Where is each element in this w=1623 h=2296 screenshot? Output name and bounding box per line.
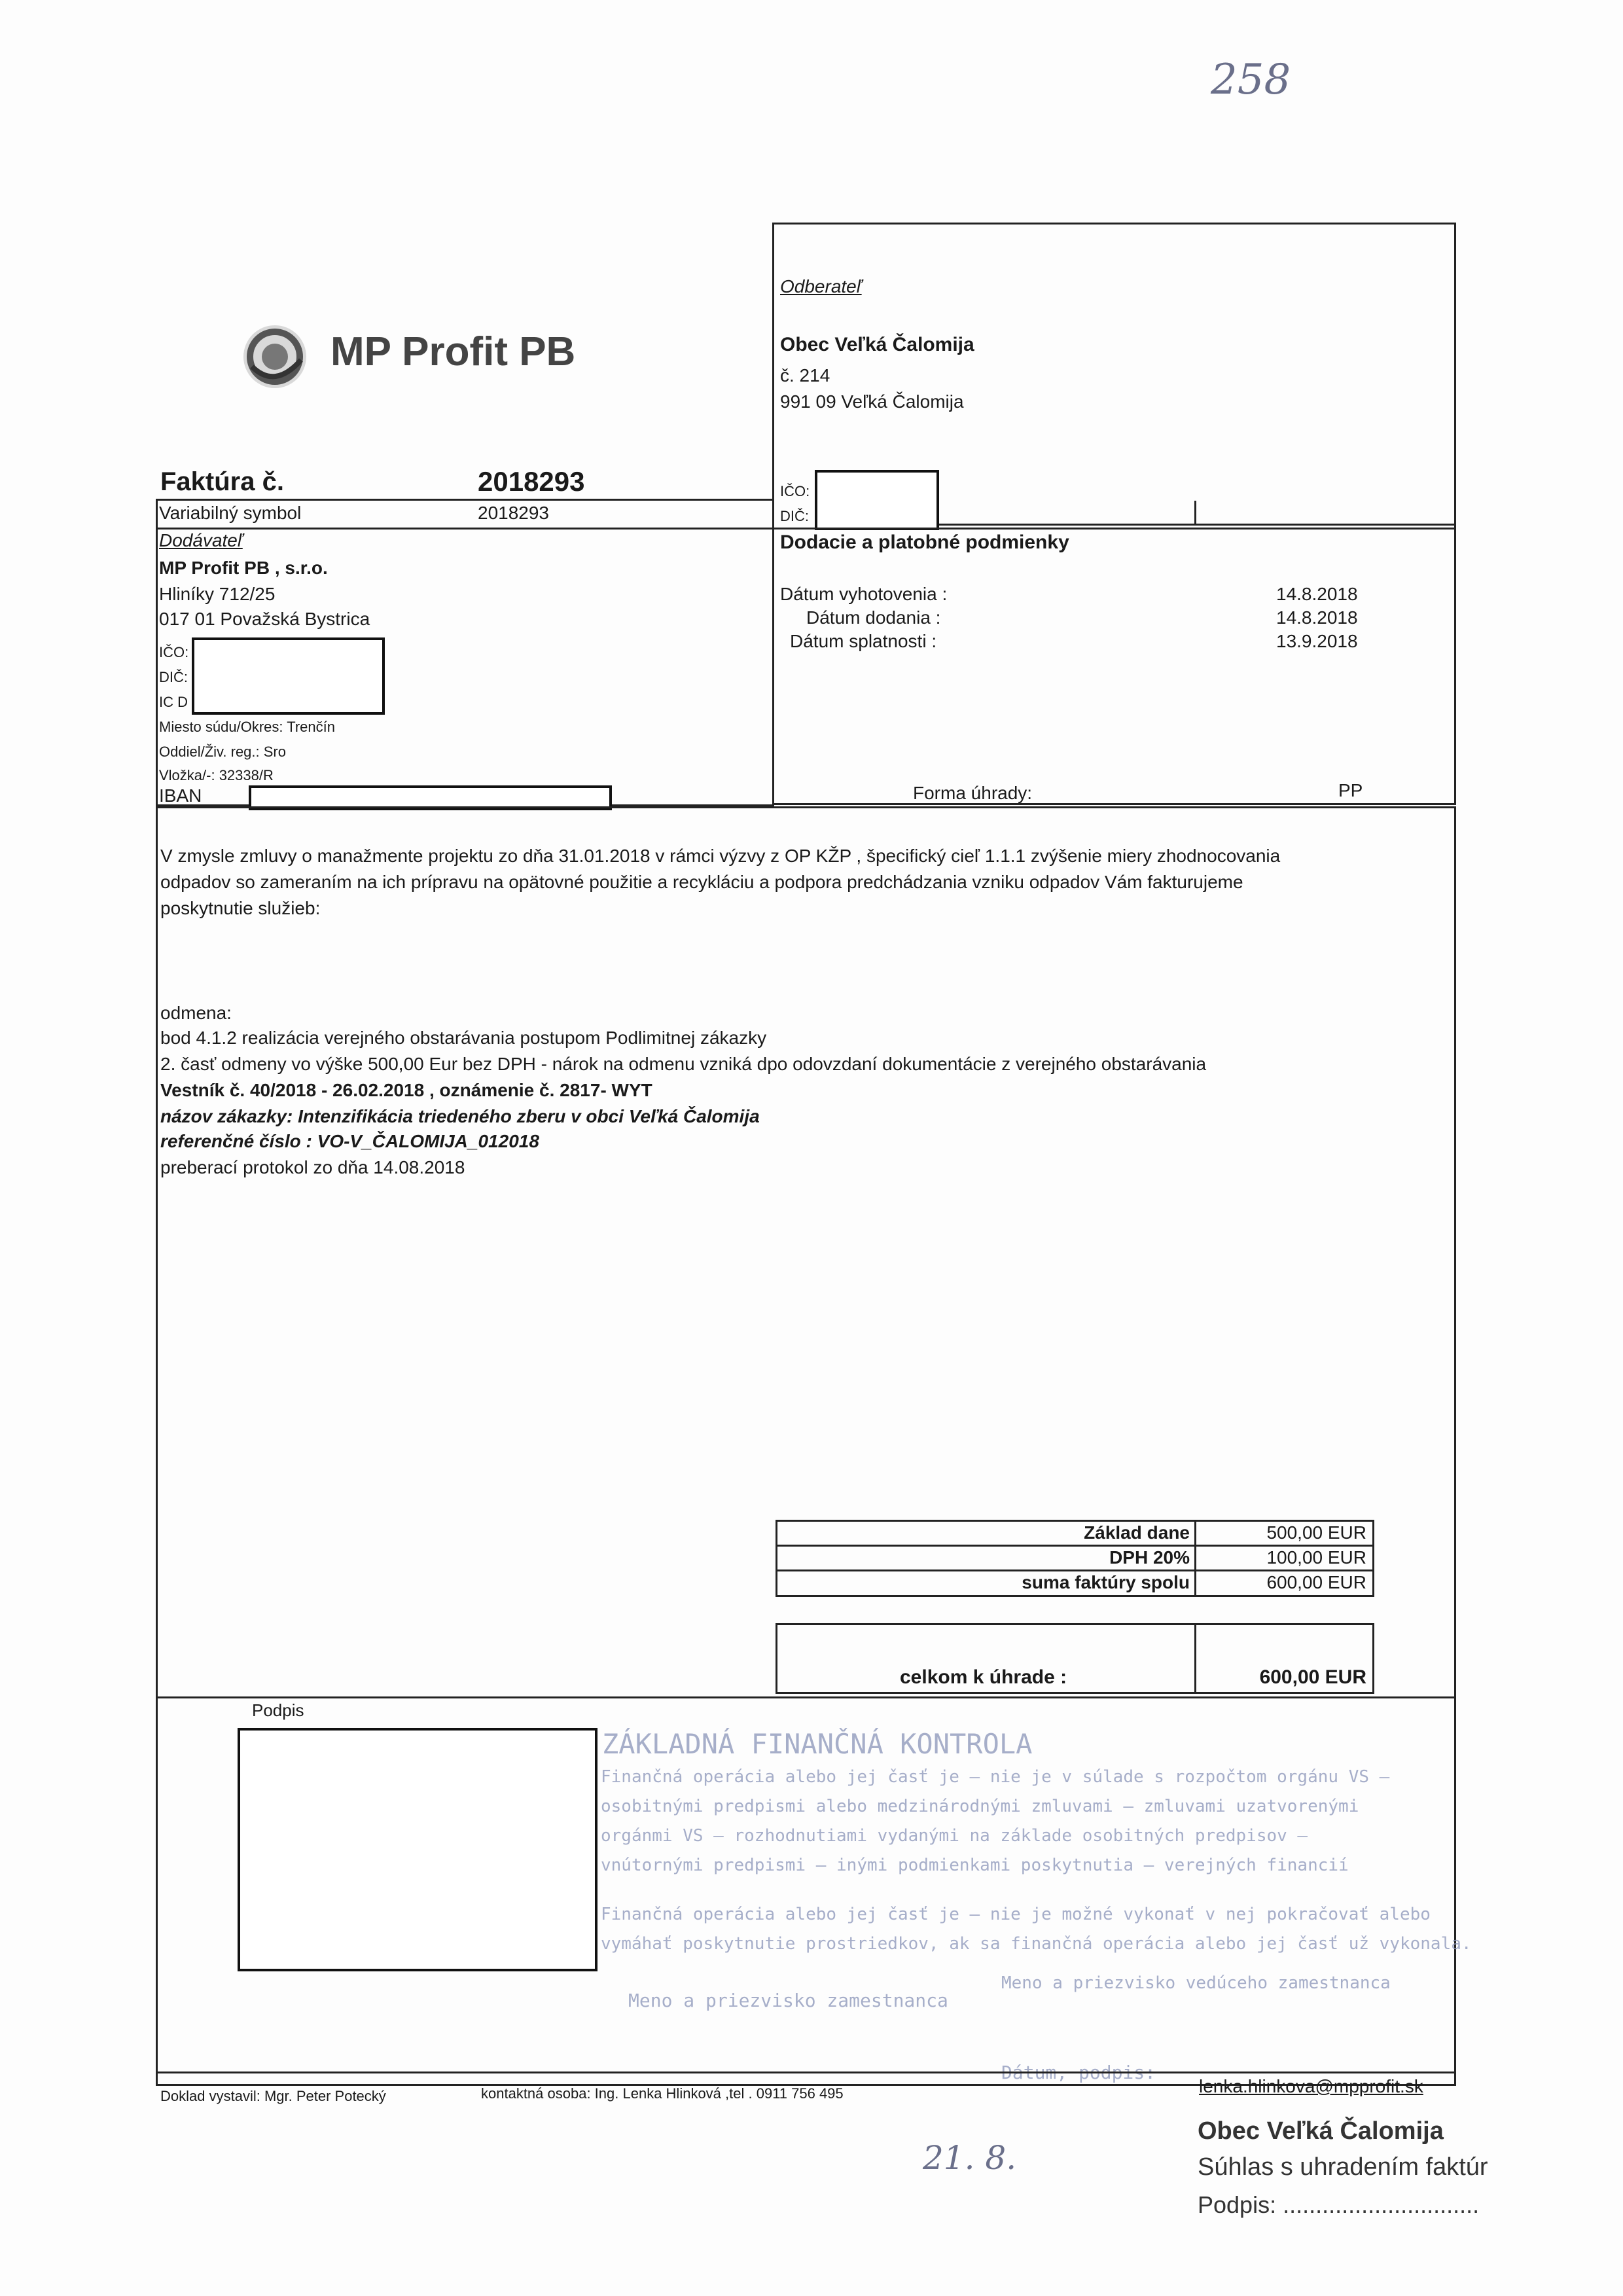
company-logo (239, 321, 645, 399)
supplier-top-line (156, 528, 774, 529)
due-date: 13.9.2018 (1276, 631, 1358, 651)
control-stamp-line-2: osobitnými predpismi alebo medzinárodnými zmluvami – zmluvami uzatvorenými (601, 1797, 1359, 1816)
control-stamp-employee: Meno a priezvisko zamestnanca (628, 1990, 948, 2011)
approval-stamp-consent: Súhlas s uhradením faktúr (1198, 2153, 1488, 2181)
payment-label: Forma úhrady: (913, 783, 1033, 803)
iban-label: IBAN (159, 785, 202, 806)
handwritten-page-number: 258 (1211, 56, 1291, 104)
supplier-dic-label: DIČ: (159, 669, 188, 685)
sum-label: suma faktúry spolu (1022, 1572, 1190, 1592)
customer-dic-line (939, 524, 1456, 526)
logo-swirl-icon (239, 321, 311, 393)
amount-due-value: 600,00 EUR (1259, 1666, 1366, 1688)
supplier-name: MP Profit PB , s.r.o. (159, 558, 328, 578)
issued-by: Doklad vystavil: Mgr. Peter Potecký (160, 2088, 386, 2104)
reference-line: referenčné číslo : VO-V_ČALOMIJA_012018 (160, 1131, 539, 1151)
approval-stamp-village: Obec Veľká Čalomija (1198, 2117, 1444, 2145)
variable-symbol-label: Variabilný symbol (159, 503, 302, 523)
totals-column-divider (1194, 1520, 1196, 1597)
supplier-city: 017 01 Považská Bystrica (159, 609, 370, 629)
supplier-id-redaction (192, 637, 385, 715)
signature-redaction (238, 1728, 597, 1971)
issue-date-label: Dátum vyhotovenia : (780, 584, 948, 604)
logo-text: MP Profit PB (330, 329, 576, 374)
invoice-title: Faktúra č. (160, 467, 284, 496)
intro-line-1: V zmysle zmluvy o manažmente projektu zo dňa 31.01.2018 v rámci výzvy z OP KŽP , špecifický cieľ 1.1.1 zvýšenie miery zhodnocovania (160, 846, 1281, 866)
payment-value: PP (1338, 780, 1363, 800)
contract-name-line: názov zákazky: Intenzifikácia triedeného zberu v obci Veľká Čalomija (160, 1106, 760, 1126)
control-stamp-line-4: vnútornými predpismi – inými podmienkami poskytnutia – verejných financií (601, 1856, 1349, 1875)
supplier-ico-label: IČO: (159, 644, 189, 660)
control-stamp-line-5: Finančná operácia alebo jej časť je – nie je možné vykonať v nej pokračovať alebo (601, 1905, 1431, 1924)
customer-street: č. 214 (780, 365, 830, 386)
intro-line-3: poskytnutie služieb: (160, 898, 321, 918)
customer-ico-label: IČO: (780, 483, 810, 499)
base-value: 500,00 EUR (1266, 1522, 1366, 1543)
terms-heading: Dodacie a platobné podmienky (780, 531, 1069, 553)
supplier-street: Hliníky 712/25 (159, 584, 276, 604)
customer-dic-tick (1194, 501, 1196, 524)
sum-value: 600,00 EUR (1266, 1572, 1366, 1592)
protocol-line: preberací protokol zo dňa 14.08.2018 (160, 1157, 465, 1177)
terms-divider (772, 528, 1456, 529)
supplier-insert: Vložka/-: 32338/R (159, 767, 274, 783)
vat-value: 100,00 EUR (1266, 1547, 1366, 1568)
control-stamp-line-1: Finančná operácia alebo jej časť je – nie je v súlade s rozpočtom orgánu VS – (601, 1767, 1390, 1787)
customer-city: 991 09 Veľká Čalomija (780, 391, 964, 412)
delivery-date: 14.8.2018 (1276, 607, 1358, 628)
delivery-date-label: Dátum dodania : (806, 607, 941, 628)
totals-row-divider-2 (776, 1570, 1374, 1571)
contact-person: kontaktná osoba: Ing. Lenka Hlinková ,tel . 0911 756 495 (481, 2085, 844, 2102)
reward-part: 2. časť odmeny vo výške 500,00 Eur bez DPH - nárok na odmenu vzniká dpo odovzdaní dokumentácie z verejného obstarávania (160, 1054, 1207, 1074)
control-stamp-title: ZÁKLADNÁ FINANČNÁ KONTROLA (602, 1728, 1033, 1760)
customer-id-redaction (815, 470, 939, 530)
signature-top-line (156, 1696, 1456, 1698)
bulletin-line: Vestník č. 40/2018 - 26.02.2018 , oznámenie č. 2817- WYT (160, 1080, 652, 1100)
vat-label: DPH 20% (1109, 1547, 1190, 1568)
intro-line-2: odpadov so zameraním na ich prípravu na opätovné použitie a recykláciu a podpora predchádzania vzniku odpadov Vám fakturujeme (160, 872, 1243, 892)
approval-handwritten-date: 21. 8. (923, 2139, 1017, 2177)
due-date-label: Dátum splatnosti : (790, 631, 937, 651)
totals-row-divider-1 (776, 1545, 1374, 1547)
supplier-heading: Dodávateľ (159, 530, 243, 550)
reward-point: bod 4.1.2 realizácia verejného obstarávania postupom Podlimitnej zákazky (160, 1028, 767, 1048)
customer-heading: Odberateľ (780, 276, 862, 296)
signature-label: Podpis (252, 1700, 304, 1720)
customer-dic-label: DIČ: (780, 508, 809, 524)
variable-symbol: 2018293 (478, 503, 550, 523)
customer-name: Obec Veľká Čalomija (780, 334, 974, 355)
control-stamp-manager: Meno a priezvisko vedúceho zamestnanca (1001, 1973, 1391, 1993)
supplier-icdph-label: IC D (159, 694, 188, 710)
control-stamp-line-6: vymáhať poskytnutie prostriedkov, ak sa finančná operácia alebo jej časť už vykonala. (601, 1934, 1472, 1954)
control-stamp-line-3: orgánmi VS – rozhodnutiami vydanými na základe osobitných predpisov – (601, 1826, 1308, 1846)
supplier-section: Oddiel/Živ. reg.: Sro (159, 744, 286, 760)
amount-due-label: celkom k úhrade : (900, 1666, 1067, 1688)
control-stamp-date: Dátum, podpis: (1001, 2062, 1156, 2083)
reward-label: odmena: (160, 1003, 232, 1023)
amount-due-divider (1194, 1623, 1196, 1694)
footer-line (156, 2072, 1456, 2073)
issue-date: 14.8.2018 (1276, 584, 1358, 604)
contact-email[interactable]: lenka.hlinkova@mpprofit.sk (1199, 2076, 1423, 2096)
base-label: Základ dane (1084, 1522, 1190, 1543)
invoice-number: 2018293 (478, 466, 585, 497)
supplier-court: Miesto súdu/Okres: Trenčín (159, 719, 335, 735)
approval-stamp-signature: Podpis: .............................. (1198, 2191, 1480, 2218)
